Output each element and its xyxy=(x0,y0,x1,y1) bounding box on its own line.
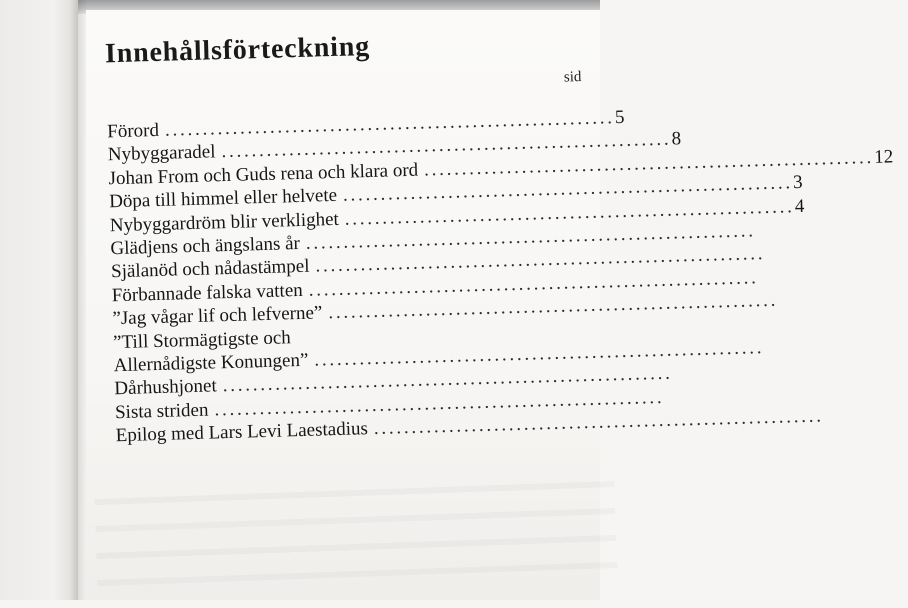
toc-entry-title: Förord xyxy=(106,119,160,143)
toc-entry-title: Allernådigste Konungen” xyxy=(113,349,309,377)
toc-entry-page: 8 xyxy=(671,128,682,150)
toc-entry-title: Förbannade falska vatten xyxy=(111,279,304,306)
page-title: Innehållsförteckning xyxy=(104,30,371,70)
toc-entry-title: Sista striden xyxy=(114,399,209,423)
toc-entry-page xyxy=(673,378,695,379)
toc-entry-page xyxy=(765,352,787,353)
toc-entry-title: Dårhushjonet xyxy=(114,375,218,400)
toc-entry-title: ”Till Stormägtigste och xyxy=(112,326,292,353)
toc-entry-page xyxy=(756,236,778,237)
toc-entry-title: Döpa till himmel eller helvete xyxy=(108,185,338,213)
toc-entry-page: 5 xyxy=(614,106,625,129)
toc-entry-title: Glädjens och ängslans år xyxy=(110,232,301,260)
toc-entry-title: ”Jag vågar lif och lefverne” xyxy=(112,302,323,330)
toc-entry-page xyxy=(759,282,781,283)
toc-entry-title: Nybyggaradel xyxy=(107,141,216,166)
toc-entry-page: 3 xyxy=(792,172,803,194)
toc-entry-page xyxy=(779,305,801,306)
toc-entry-title: Själanöd och nådastämpel xyxy=(110,256,310,283)
page-column-label: sid xyxy=(563,69,582,86)
toc-entry-page: 12 xyxy=(873,146,894,168)
toc-entry-title: Epilog med Lars Levi Laestadius xyxy=(115,418,369,447)
toc-entry-page xyxy=(291,342,313,343)
toc-entry-title: Johan From och Guds rena och klara ord xyxy=(108,159,419,190)
toc-entry-page xyxy=(665,402,687,403)
toc-entry-page xyxy=(766,259,788,260)
table-of-contents xyxy=(106,106,894,449)
toc-entry-page: 4 xyxy=(794,195,805,217)
toc-entry-title: Nybyggardröm blir verklighet xyxy=(109,208,340,236)
toc-entry-page xyxy=(824,421,846,422)
